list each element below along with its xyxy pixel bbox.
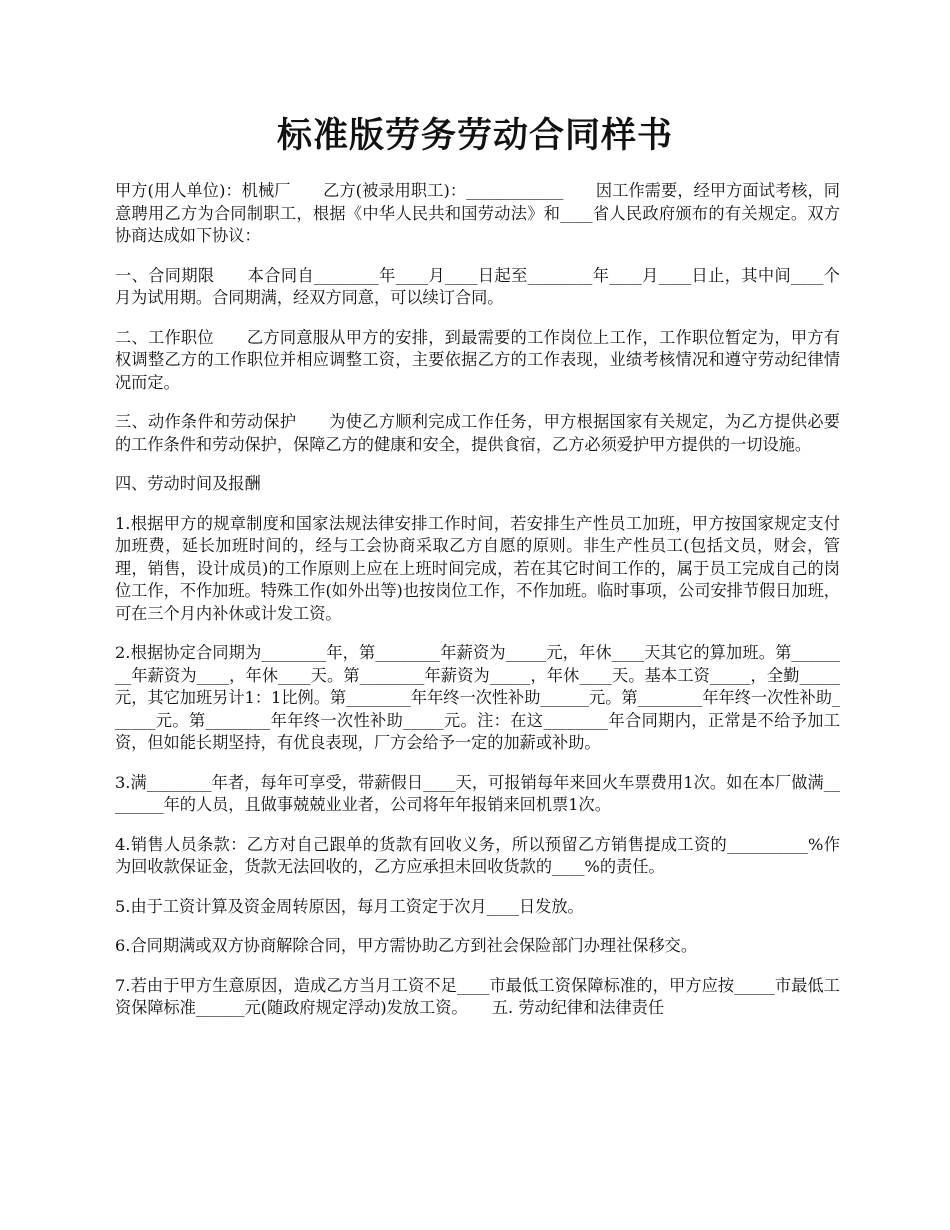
job-position-paragraph: 二、工作职位 乙方同意服从甲方的安排，到最需要的工作岗位上工作，工作职位暂定为，甲方有权调整乙方的工作职位并相应调整工资，主要依据乙方的工作表现，业绩考核情况和遵守劳动纪律情况而定。 [115, 327, 840, 392]
clause-paragraph: 4.销售人员条款：乙方对自己跟单的货款有回收义务，所以预留乙方销售提成工资的__________%作为回收款保证金，货款无法回收的，乙方应承担未回收货款的____%的责任。 [115, 834, 840, 876]
work-conditions-paragraph: 三、动作条件和劳动保护 为使乙方顺利完成工作任务，甲方根据国家有关规定，为乙方提供必要的工作条件和劳动保护，保障乙方的健康和安全，提供食宿，乙方必须爱护甲方提供的一切设施。 [115, 412, 840, 454]
section-heading: 四、劳动时间及报酬 [115, 474, 261, 493]
document-body [115, 180, 840, 1037]
contract-term-paragraph: 一、合同期限 本合同自________年____月____日起至________年____月____日止，其中间____个月为试用期。合同期满，经双方同意，可以续订合同。 [115, 265, 840, 307]
intro-paragraph: 甲方(用人单位)：机械厂 乙方(被录用职工)：____________ 因工作需要，经甲方面试考核，同意聘用乙方为合同制职工，根据《中华人民共和国劳动法》和____省人民政府颁布的有关规定。双方协商达成如下协议： [115, 181, 840, 245]
document-title: 标准版劳务劳动合同样书 [276, 115, 673, 156]
clause-paragraph: 1.根据甲方的规章制度和国家法规法律安排工作时间，若安排生产性员工加班，甲方按国家规定支付加班费，延长加班时间的，经与工会协商采取乙方自愿的原则。非生产性员工(包括文员，财会，管理，销售，设计成员)的工作原则上应在上班时间完成，若在其它时间工作的，属于员工完成自己的岗位工作，不作加班。特殊工作(如外出等)也按岗位工作，不作加班。临时事项，公司安排节假日加班，可在三个月内补休或计发工资。 [115, 513, 840, 623]
clause-paragraph: 5.由于工资计算及资金周转原因，每月工资定于次月____日发放。 [115, 896, 584, 916]
clause-paragraph: 6.合同期满或双方协商解除合同，甲方需协助乙方到社会保险部门办理社保移交。 [115, 936, 698, 955]
clause-paragraph: 2.根据协定合同期为________年，第________年薪资为_____元，年休____天其它的算加班。第________年薪资为____，年休____天。第________年薪资为_____，年休____天。基本工资_____，全勤_____元，其它加班另计1：1比例。第________年年终一次性补助______元。第________年年终一次性补助______元。第________年年终一次性补助_____元。注：在这________年合同期内，正常是不给予加工资，但如能长期坚持，有优良表现，厂方会给予一定的加薪或补助。 [115, 643, 840, 752]
clause-paragraph: 3.满________年者，每年可享受，带薪假日____天，可报销每年来回火车票费用1次。如在本厂做满________年的人员，且做事兢兢业业者，公司将年年报销来回机票1次。 [115, 772, 840, 814]
clause-paragraph: 7.若由于甲方生意原因，造成乙方当月工资不足____市最低工资保障标准的，甲方应按_____市最低工资保障标准______元(随政府规定浮动)发放工资。 五. 劳动纪律和法律责任 [115, 975, 840, 1017]
